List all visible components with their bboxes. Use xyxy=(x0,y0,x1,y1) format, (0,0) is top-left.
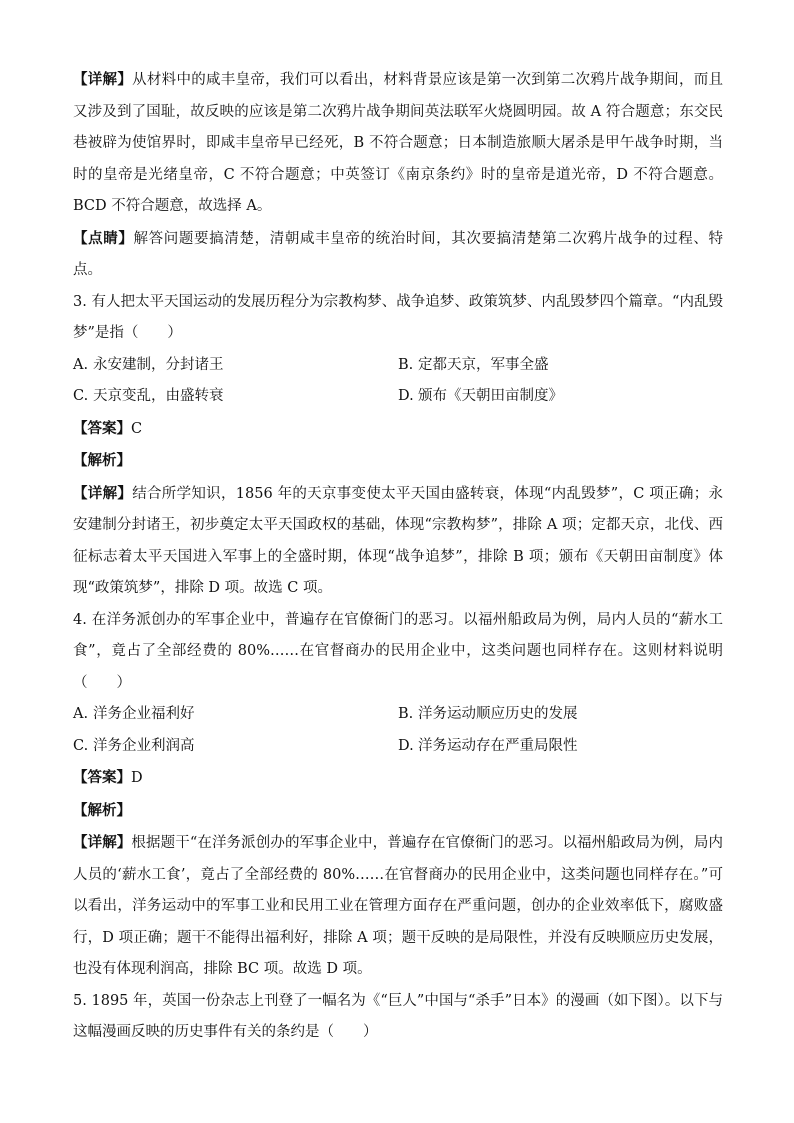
answer-option xyxy=(73,699,398,731)
paragraph xyxy=(73,795,723,828)
answer-option xyxy=(73,381,398,413)
option-key: B. xyxy=(398,706,414,722)
option-key: C. xyxy=(73,737,89,754)
option-key: D. xyxy=(398,388,414,404)
section-tag: 【详解】 xyxy=(73,484,133,502)
answer-option xyxy=(398,699,723,731)
option-key: D. xyxy=(398,737,414,754)
answer-option xyxy=(398,731,723,763)
paragraph xyxy=(73,64,723,223)
option-text: 永安建制，分封诸王 xyxy=(93,356,224,373)
paragraph xyxy=(73,605,723,700)
section-tag: 【答案】 xyxy=(73,769,131,786)
option-text: 洋务企业利润高 xyxy=(93,737,195,754)
paragraph-text: 5. 1895 年，英国一份杂志上刊登了一幅名为《“巨人”中国与“杀手”日本》的漫画（如下图）。以下与这幅漫画反映的历史事件有关的条约是（ ） xyxy=(73,992,723,1040)
paragraph xyxy=(73,413,723,446)
paragraph-text: D xyxy=(131,770,143,786)
answer-options xyxy=(73,699,723,762)
paragraph-text: C xyxy=(131,420,143,437)
paragraph-text: 解答问题要搞清楚，清朝咸丰皇帝的统治时间，其次要搞清楚第二次鸦片战争的过程、特点。 xyxy=(73,230,724,278)
paragraph-text: 根据题干“在洋务派创办的军事企业中，普遍存在官僚衙门的恶习。以福州船政局为例，局内人员的‘薪水工食’，竟占了全部经费的 80%……在官督商办的民用企业中，这类问题也同样存在。”可以看出，洋务运动中的军事工业和民用工业在管理方面存在严重问题，创办的企业效率低下，腐败盛行，D 项正确；题干不能得出福利好，排除 A 项；题干反映的是局限性，并没有反映顺应历史发展，也没有体现利润高，排除 BC 项。故选 D 项。 xyxy=(73,835,723,977)
option-text: 天京变乱，由盛转衰 xyxy=(93,388,224,404)
section-tag: 【详解】 xyxy=(73,834,132,851)
option-text: 定都天京，军事全盛 xyxy=(418,356,549,373)
paragraph xyxy=(73,287,723,350)
paragraph-text: 4. 在洋务派创办的军事企业中，普遍存在官僚衙门的恶习。以福州船政局为例，局内人员的“薪水工食”，竟占了全部经费的 80%……在官督商办的民用企业中，这类问题也同样存在。这则材料说明（ ） xyxy=(73,611,723,691)
answer-option xyxy=(398,350,723,382)
paragraph xyxy=(73,986,723,1049)
paragraph xyxy=(73,445,723,478)
option-key: B. xyxy=(398,356,414,373)
paragraph-text: 从材料中的咸丰皇帝，我们可以看出，材料背景应该是第一次到第二次鸦片战争期间，而且又涉及到了国耻，故反映的应该是第二次鸦片战争期间英法联军火烧圆明园。故 A 符合题意；东交民巷被辟为使馆界时，即咸丰皇帝早已经死，B 不符合题意；日本制造旅顺大屠杀是甲午战争时期，当时的皇帝是光绪皇帝，C 不符合题意；中英签订《南京条约》时的皇帝是道光帝，D 不符合题意。BCD 不符合题意，故选择 A。 xyxy=(73,72,724,214)
paragraph-text: 3. 有人把太平天国运动的发展历程分为宗教构梦、战争追梦、政策筑梦、内乱毁梦四个篇章。“内乱毁梦”是指（ ） xyxy=(73,293,723,341)
section-tag: 【解析】 xyxy=(73,801,131,819)
paragraph xyxy=(73,762,723,795)
option-key: C. xyxy=(73,388,89,404)
answer-option xyxy=(73,350,398,382)
answer-options xyxy=(73,350,723,413)
section-tag: 【详解】 xyxy=(73,71,133,88)
paragraph xyxy=(73,478,723,605)
document-page xyxy=(73,64,723,1049)
option-key: A. xyxy=(73,356,89,373)
option-text: 颁布《天朝田亩制度》 xyxy=(418,388,563,404)
section-tag: 【点睛】 xyxy=(73,229,134,247)
paragraph-text: 结合所学知识，1856 年的天京事变使太平天国由盛转衰，体现“内乱毁梦”，C 项正确；永安建制分封诸王，初步奠定太平天国政权的基础，体现“宗教构梦”，排除 A 项；定都天京，北伐、西征标志着太平天国进入军事上的全盛时期，体现“战争追梦”，排除 B 项；颁布《天朝田亩制度》体现“政策筑梦”，排除 D 项。故选 C 项。 xyxy=(73,485,723,596)
option-key: A. xyxy=(73,706,89,722)
paragraph xyxy=(73,223,723,287)
section-tag: 【解析】 xyxy=(73,452,131,469)
option-text: 洋务运动存在严重局限性 xyxy=(418,737,578,754)
paragraph xyxy=(73,827,723,986)
option-text: 洋务企业福利好 xyxy=(93,706,195,722)
option-text: 洋务运动顺应历史的发展 xyxy=(418,706,578,722)
answer-option xyxy=(398,381,723,413)
answer-option xyxy=(73,731,398,763)
section-tag: 【答案】 xyxy=(73,419,131,437)
